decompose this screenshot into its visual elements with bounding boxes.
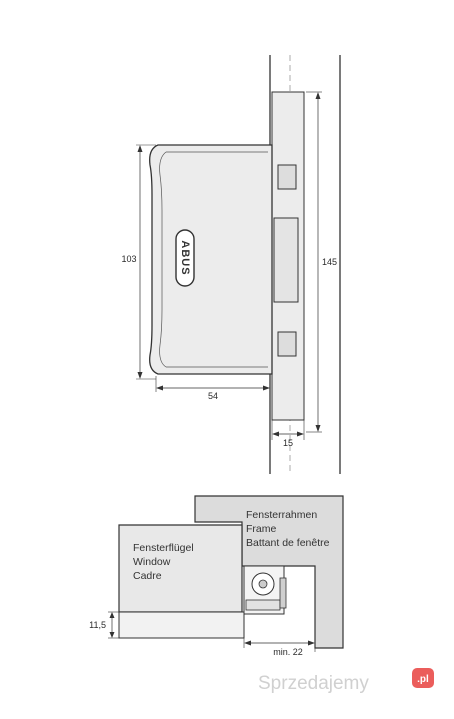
dim-label-145: 145 <box>322 257 338 267</box>
screw-pocket-bottom <box>278 332 296 356</box>
sash-base-strip <box>119 612 244 638</box>
section-view <box>89 496 343 657</box>
dim-11-5 <box>89 612 119 638</box>
logo-text: ABUS <box>179 240 192 276</box>
sash-label-de: Fensterflügel <box>133 542 194 554</box>
frame-label-en: Frame <box>246 523 277 535</box>
dim-label-15: 15 <box>282 438 294 448</box>
dim-145 <box>306 92 337 432</box>
dim-15 <box>272 420 304 448</box>
watermark-badge-text: .pl <box>417 674 429 685</box>
dim-54 <box>156 376 270 401</box>
window-sash-section <box>119 525 242 612</box>
dim-label-54: 54 <box>207 391 219 401</box>
latch-pocket <box>274 218 298 302</box>
dim-label-103: 103 <box>121 254 137 264</box>
screw-pocket-top <box>278 165 296 189</box>
watermark <box>258 668 434 694</box>
sash-label-en: Window <box>133 556 171 568</box>
frame-label-fr: Battant de fenêtre <box>246 537 330 549</box>
sash-label-fr: Cadre <box>133 570 162 582</box>
dim-103 <box>116 145 156 379</box>
abus-logo <box>176 230 194 286</box>
lock-mechanism-section <box>244 566 286 614</box>
watermark-text: Sprzedajemy <box>258 673 369 694</box>
lock-body <box>150 145 272 374</box>
dim-label-11-5: 11,5 <box>89 620 106 630</box>
top-view <box>116 55 340 474</box>
dim-label-min-22: min. 22 <box>273 647 303 657</box>
frame-label-de: Fensterrahmen <box>246 509 318 521</box>
dim-min-22 <box>244 614 315 657</box>
